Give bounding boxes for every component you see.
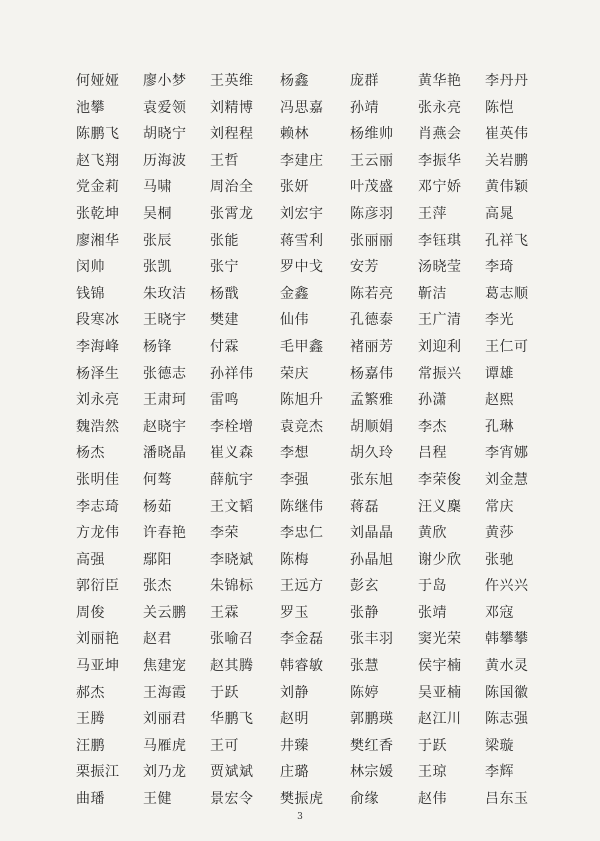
name-cell: 王文韬 — [210, 498, 254, 515]
name-cell: 杨泽生 — [76, 365, 120, 382]
name-cell: 王萍 — [418, 205, 447, 222]
name-cell: 王腾 — [76, 711, 105, 728]
name-cell: 栗振江 — [76, 764, 120, 781]
name-cell: 张驰 — [485, 551, 514, 568]
name-cell: 蒋磊 — [350, 498, 379, 515]
name-cell: 于跃 — [418, 737, 447, 754]
name-cell: 王远方 — [280, 578, 324, 595]
name-cell: 杨锋 — [143, 338, 172, 355]
name-cell: 荣庆 — [280, 365, 309, 382]
name-cell: 胡顺娟 — [350, 418, 394, 435]
name-cell: 孙潇 — [418, 392, 447, 409]
name-cell: 杨嘉伟 — [350, 365, 394, 382]
name-cell: 王仁可 — [485, 338, 529, 355]
name-cell: 杨鑫 — [280, 73, 309, 89]
name-cell: 高晁 — [485, 205, 514, 222]
name-cell: 孔祥飞 — [485, 232, 529, 249]
name-cell: 钱锦 — [76, 285, 105, 302]
name-cell: 李建庄 — [280, 152, 324, 169]
name-cell: 韩睿敏 — [280, 658, 324, 675]
name-cell: 王霖 — [210, 604, 239, 621]
name-cell: 赵其腾 — [210, 658, 254, 675]
name-cell: 李荣 — [210, 525, 239, 542]
name-cell: 罗中戈 — [280, 259, 324, 276]
name-cell: 黄伟颖 — [485, 179, 529, 196]
name-cell: 褚丽芳 — [350, 338, 394, 355]
name-cell: 曲璠 — [76, 791, 105, 808]
name-cell: 孔德泰 — [350, 312, 394, 329]
name-cell: 张乾坤 — [76, 205, 120, 222]
name-cell: 井臻 — [280, 737, 309, 754]
name-cell: 于跃 — [210, 684, 239, 701]
name-cell: 张靖 — [418, 604, 447, 621]
name-cell: 王广清 — [418, 312, 462, 329]
name-cell: 高强 — [76, 551, 105, 568]
name-cell: 林宗媛 — [350, 764, 394, 781]
names-grid — [76, 68, 555, 813]
name-cell: 周俊 — [76, 604, 105, 621]
name-cell: 葛志顺 — [485, 285, 529, 302]
name-cell: 雷鸣 — [210, 392, 239, 409]
name-cell: 李宵娜 — [485, 445, 529, 462]
name-cell: 孙祥伟 — [210, 365, 254, 382]
name-cell: 李钰琪 — [418, 232, 462, 249]
name-cell: 杨茹 — [143, 498, 172, 515]
name-cell: 贾斌斌 — [210, 764, 254, 781]
name-cell: 王海霞 — [143, 684, 187, 701]
name-cell: 关云鹏 — [143, 604, 187, 621]
name-cell: 鄢阳 — [143, 551, 172, 568]
name-cell: 张静 — [350, 604, 379, 621]
name-cell: 崔义森 — [210, 445, 254, 462]
name-cell: 王英维 — [210, 73, 254, 89]
name-cell: 王晓宇 — [143, 312, 187, 329]
name-cell: 李辉 — [485, 764, 514, 781]
name-cell: 李强 — [280, 471, 309, 488]
name-cell: 陈志强 — [485, 711, 529, 728]
name-cell: 王健 — [143, 791, 172, 808]
name-cell: 黄水灵 — [485, 658, 529, 675]
name-cell: 马雁虎 — [143, 737, 187, 754]
name-cell: 杨维帅 — [350, 126, 394, 143]
name-cell: 蒋雪利 — [280, 232, 324, 249]
name-cell: 赵熙 — [485, 392, 514, 409]
name-cell: 陈旭升 — [280, 392, 324, 409]
name-cell: 刘宏宇 — [280, 205, 324, 222]
name-cell: 王肃珂 — [143, 392, 187, 409]
name-cell: 冯思嘉 — [280, 99, 324, 116]
name-cell: 陈国徽 — [485, 684, 529, 701]
name-cell: 吕程 — [418, 445, 447, 462]
name-cell: 薛航宇 — [210, 471, 254, 488]
name-cell: 吕东玉 — [485, 791, 529, 808]
name-cell: 马亚坤 — [76, 658, 120, 675]
name-cell: 常振兴 — [418, 365, 462, 382]
page-number: 3 — [297, 812, 303, 822]
name-cell: 仙伟 — [280, 312, 309, 329]
name-cell: 吴桐 — [143, 205, 172, 222]
name-cell: 历海波 — [143, 152, 187, 169]
name-cell: 叶茂盛 — [350, 179, 394, 196]
name-cell: 郭衍臣 — [76, 578, 120, 595]
name-cell: 庞群 — [350, 73, 379, 89]
name-cell: 孟繁雅 — [350, 392, 394, 409]
name-cell: 张能 — [210, 232, 239, 249]
name-cell: 仵兴兴 — [485, 578, 529, 595]
name-cell: 景宏令 — [210, 791, 254, 808]
name-cell: 朱锦标 — [210, 578, 254, 595]
name-cell: 谢少欣 — [418, 551, 462, 568]
name-cell: 马啸 — [143, 179, 172, 196]
name-cell: 关岩鹏 — [485, 152, 529, 169]
name-cell: 赵君 — [143, 631, 172, 648]
name-cell: 靳洁 — [418, 285, 447, 302]
name-cell: 李想 — [280, 445, 309, 462]
name-cell: 李忠仁 — [280, 525, 324, 542]
name-cell: 郝杰 — [76, 684, 105, 701]
name-cell: 陈继伟 — [280, 498, 324, 515]
name-cell: 黄华艳 — [418, 73, 462, 89]
name-cell: 李光 — [485, 312, 514, 329]
name-cell: 张东旭 — [350, 471, 394, 488]
name-cell: 廖湘华 — [76, 232, 120, 249]
name-cell: 赵明 — [280, 711, 309, 728]
name-cell: 方龙伟 — [76, 525, 120, 542]
name-cell: 魏浩然 — [76, 418, 120, 435]
name-cell: 汤晓莹 — [418, 259, 462, 276]
name-cell: 杨杰 — [76, 445, 105, 462]
name-cell: 李丹丹 — [485, 73, 529, 89]
name-cell: 张杰 — [143, 578, 172, 595]
name-cell: 闵帅 — [76, 259, 105, 276]
name-cell: 李海峰 — [76, 338, 120, 355]
name-cell: 肖燕会 — [418, 126, 462, 143]
name-cell: 张慧 — [350, 658, 379, 675]
name-cell: 常庆 — [485, 498, 514, 515]
name-cell: 安芳 — [350, 259, 379, 276]
name-cell: 张丽丽 — [350, 232, 394, 249]
name-cell: 袁爱领 — [143, 99, 187, 116]
name-cell: 汪义麇 — [418, 498, 462, 515]
name-cell: 李振华 — [418, 152, 462, 169]
name-cell: 彭玄 — [350, 578, 379, 595]
name-cell: 周治全 — [210, 179, 254, 196]
name-cell: 陈婷 — [350, 684, 379, 701]
name-cell: 崔英伟 — [485, 126, 529, 143]
name-cell: 胡晓宁 — [143, 126, 187, 143]
name-cell: 汪鹏 — [76, 737, 105, 754]
name-cell: 侯宇楠 — [418, 658, 462, 675]
name-cell: 窦光荣 — [418, 631, 462, 648]
name-cell: 张宁 — [210, 259, 239, 276]
name-cell: 刘永亮 — [76, 392, 120, 409]
name-cell: 金鑫 — [280, 285, 309, 302]
name-cell: 王云丽 — [350, 152, 394, 169]
name-cell: 焦建宠 — [143, 658, 187, 675]
name-cell: 朱玫洁 — [143, 285, 187, 302]
name-cell: 陈梅 — [280, 551, 309, 568]
name-cell: 樊振虎 — [280, 791, 324, 808]
name-cell: 梁璇 — [485, 737, 514, 754]
name-cell: 孔琳 — [485, 418, 514, 435]
name-cell: 李栓增 — [210, 418, 254, 435]
name-cell: 张永亮 — [418, 99, 462, 116]
name-cell: 赵飞翔 — [76, 152, 120, 169]
name-cell: 潘晓晶 — [143, 445, 187, 462]
name-cell: 毛甲鑫 — [280, 338, 324, 355]
name-cell: 陈若亮 — [350, 285, 394, 302]
name-cell: 张丰羽 — [350, 631, 394, 648]
name-cell: 王可 — [210, 737, 239, 754]
name-cell: 张德志 — [143, 365, 187, 382]
name-cell: 邓寇 — [485, 604, 514, 621]
name-cell: 何骜 — [143, 471, 172, 488]
name-cell: 张妍 — [280, 179, 309, 196]
name-cell: 赖林 — [280, 126, 309, 143]
name-cell: 付霖 — [210, 338, 239, 355]
name-cell: 于岛 — [418, 578, 447, 595]
name-cell: 张明佳 — [76, 471, 120, 488]
name-cell: 孙靖 — [350, 99, 379, 116]
name-cell: 罗玉 — [280, 604, 309, 621]
name-cell: 陈恺 — [485, 99, 514, 116]
name-cell: 赵晓宇 — [143, 418, 187, 435]
name-cell: 廖小梦 — [143, 73, 187, 89]
name-cell: 刘丽君 — [143, 711, 187, 728]
name-cell: 樊红香 — [350, 737, 394, 754]
name-cell: 李琦 — [485, 259, 514, 276]
name-cell: 党金莉 — [76, 179, 120, 196]
name-cell: 张凯 — [143, 259, 172, 276]
name-cell: 张喻召 — [210, 631, 254, 648]
name-cell: 刘精博 — [210, 99, 254, 116]
name-cell: 袁竞杰 — [280, 418, 324, 435]
name-cell: 俞缘 — [350, 791, 379, 808]
name-cell: 韩攀攀 — [485, 631, 529, 648]
name-cell: 陈鹏飞 — [76, 126, 120, 143]
name-cell: 刘金慧 — [485, 471, 529, 488]
name-cell: 赵伟 — [418, 791, 447, 808]
name-cell: 胡久玲 — [350, 445, 394, 462]
name-cell: 李志琦 — [76, 498, 120, 515]
name-cell: 李杰 — [418, 418, 447, 435]
name-cell: 华鹏飞 — [210, 711, 254, 728]
name-cell: 樊建 — [210, 312, 239, 329]
name-cell: 刘乃龙 — [143, 764, 187, 781]
name-cell: 李晓斌 — [210, 551, 254, 568]
name-cell: 刘迎利 — [418, 338, 462, 355]
name-cell: 赵江川 — [418, 711, 462, 728]
name-cell: 刘程程 — [210, 126, 254, 143]
name-cell: 谭雄 — [485, 365, 514, 382]
name-cell: 何娅娅 — [76, 73, 120, 89]
name-cell: 郭鹏瑛 — [350, 711, 394, 728]
name-cell: 刘丽艳 — [76, 631, 120, 648]
name-cell: 池攀 — [76, 99, 105, 116]
name-cell: 杨戬 — [210, 285, 239, 302]
name-cell: 陈彦羽 — [350, 205, 394, 222]
name-cell: 黄欣 — [418, 525, 447, 542]
name-cell: 邓宁娇 — [418, 179, 462, 196]
name-cell: 李荣俊 — [418, 471, 462, 488]
name-cell: 刘晶晶 — [350, 525, 394, 542]
name-cell: 庄璐 — [280, 764, 309, 781]
name-cell: 许春艳 — [143, 525, 187, 542]
name-cell: 刘静 — [280, 684, 309, 701]
name-cell: 段寒冰 — [76, 312, 120, 329]
name-cell: 张辰 — [143, 232, 172, 249]
name-cell: 吴亚楠 — [418, 684, 462, 701]
name-cell: 王琼 — [418, 764, 447, 781]
name-cell: 孙晶旭 — [350, 551, 394, 568]
name-cell: 黄莎 — [485, 525, 514, 542]
name-cell: 张霄龙 — [210, 205, 254, 222]
name-cell: 李金磊 — [280, 631, 324, 648]
name-cell: 王哲 — [210, 152, 239, 169]
